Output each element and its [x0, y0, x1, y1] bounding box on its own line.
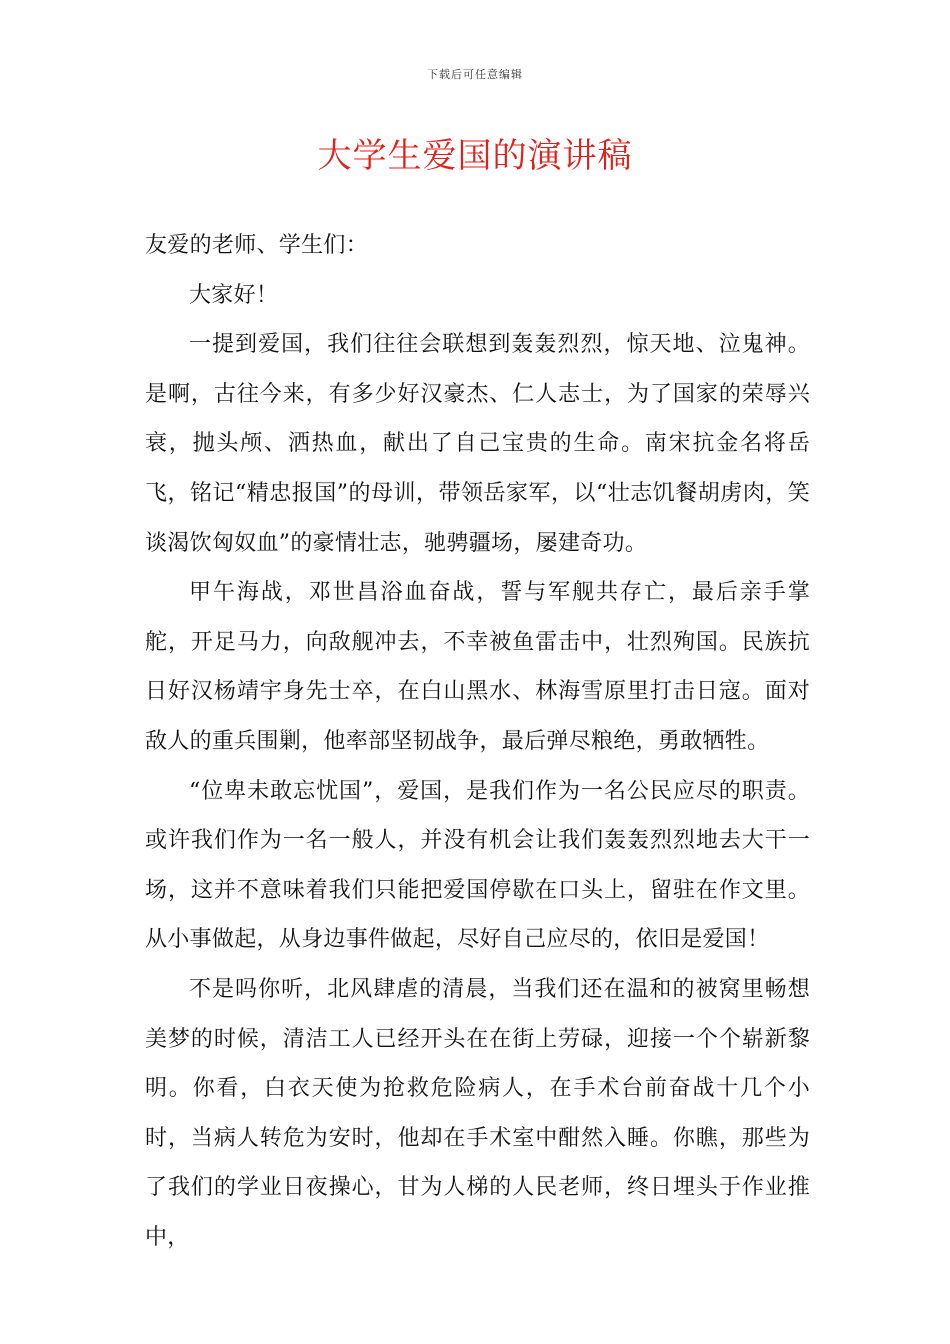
salutation: 友爱的老师、学生们： — [145, 233, 369, 258]
paragraph: 不是吗你听，北风肆虐的清晨，当我们还在温和的被窝里畅想美梦的时候，清洁工人已经开头在在街上劳碌，迎接一个个崭新黎明。你看，白衣天使为抢救危险病人，在手术台前奋战十几个小时，当病人转危为安时，他却在手术室中酣然入睡。你瞧，那些为了我们的学业日夜操心，甘为人梯的人民老师，终日埋头于作业推中， — [145, 976, 810, 1250]
paragraph: 大家好！ — [189, 282, 279, 308]
header-note: 下载后可任意编辑 — [427, 68, 523, 81]
paragraph: 甲午海战，邓世昌浴血奋战，誓与军舰共存亡，最后亲手掌舵，开足马力，向敌舰冲去，不幸被鱼雷击中，壮烈殉国。民族抗日好汉杨靖宇身先士卒，在白山黑水、林海雪原里打击日寇。面对敌人的重兵围剿，他率部坚韧战争，最后弹尽粮绝，勇敢牺牲。 — [145, 580, 810, 754]
document-title: 大学生爱国的演讲稿 — [317, 136, 633, 176]
document-body — [145, 221, 810, 1262]
paragraph: “位卑未敢忘忧国”，爱国，是我们作为一名公民应尽的职责。或许我们作为一名一般人，并没有机会让我们轰轰烈烈地去大干一场，这并不意味着我们只能把爱国停歇在口头上，留驻在作文里。从小事做起，从身边事件做起，尽好自己应尽的，依旧是爱国！ — [145, 778, 810, 953]
paragraph: 一提到爱国，我们往往会联想到轰轰烈烈，惊天地、泣鬼神。是啊，古往今来，有多少好汉豪杰、仁人志士，为了国家的荣辱兴衰，抛头颅、洒热血，献出了自己宝贵的生命。南宋抗金名将岳飞，铭记“精忠报国”的母训，带领岳家军，以“壮志饥餐胡虏肉，笑谈渴饮匈奴血”的豪情壮志，驰骋疆场，屡建奇功。 — [145, 332, 810, 556]
